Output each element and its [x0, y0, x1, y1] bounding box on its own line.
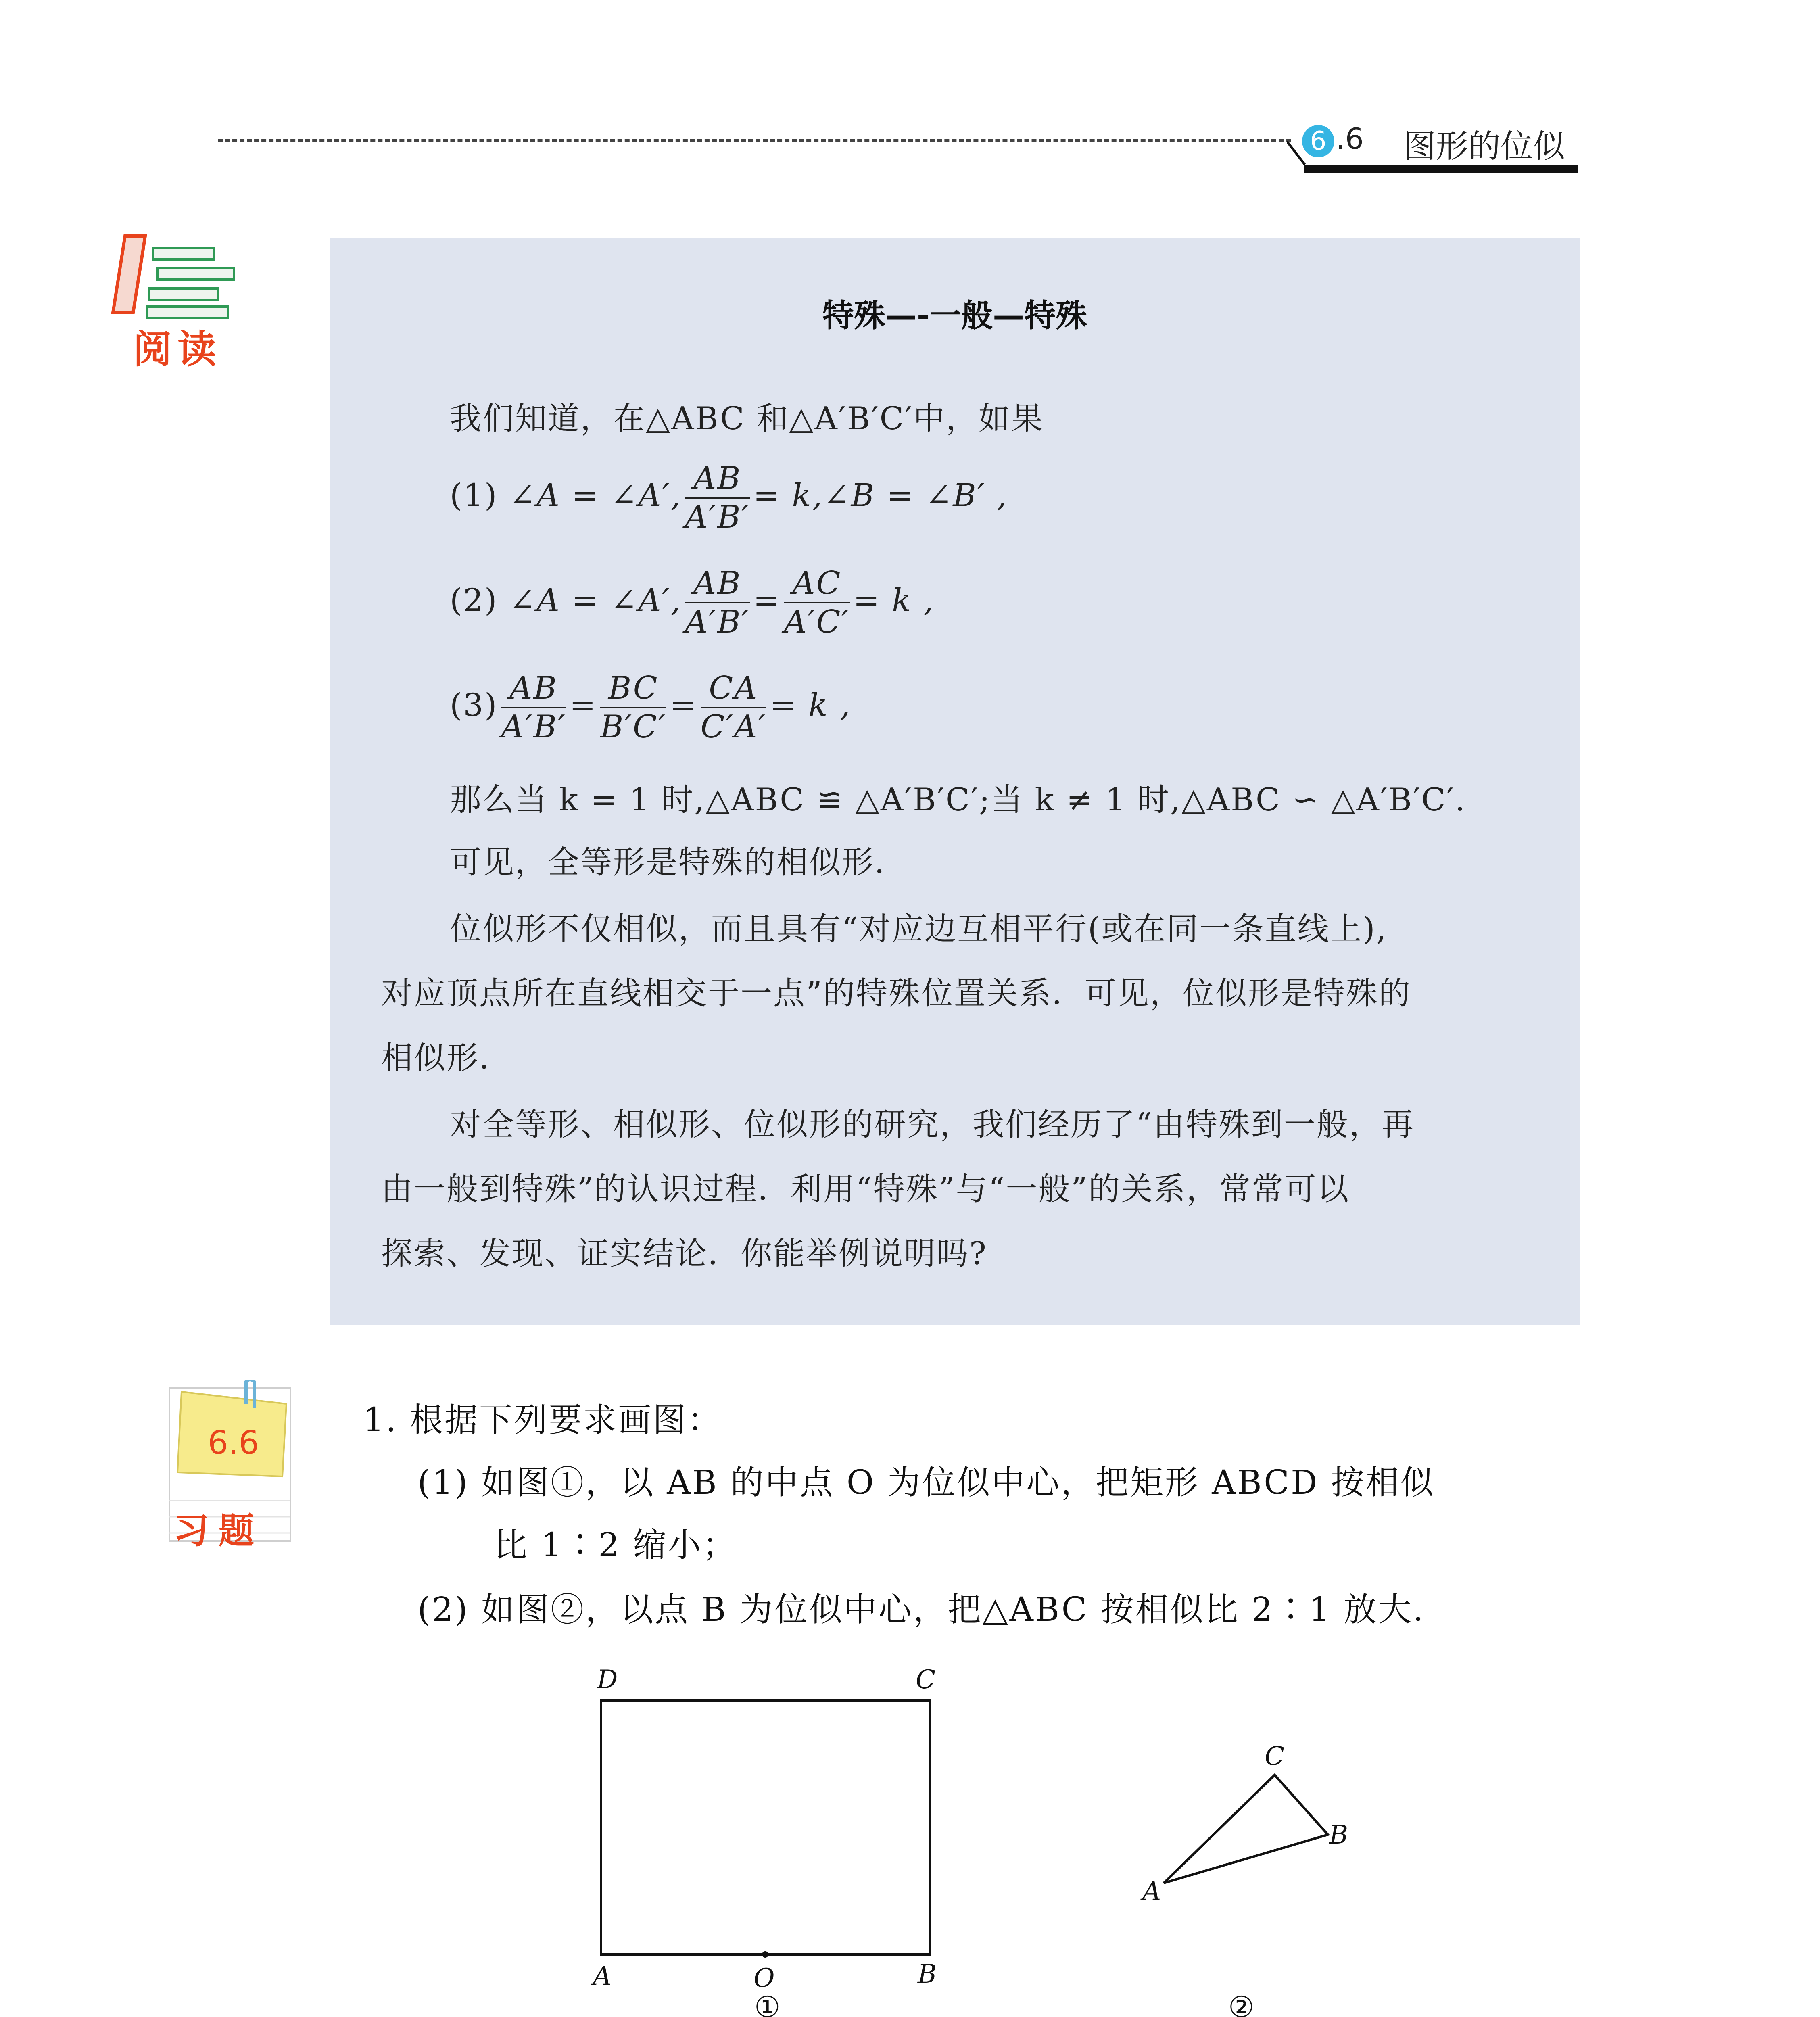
label-a-2: A: [1142, 1877, 1161, 1906]
question-1-part-1-line-2: 比 1∶2 缩小；: [494, 1526, 737, 1564]
exercise-label: 习题: [173, 1510, 264, 1551]
reading-label: 阅读: [133, 327, 222, 372]
figures: [565, 1654, 1371, 2017]
label-d: D: [597, 1665, 618, 1695]
condition-3-rest: = k ,: [770, 687, 852, 724]
section-number-circle: 6: [1302, 125, 1334, 157]
condition-2-prefix: (2): [450, 582, 498, 619]
rectangle-abcd: [601, 1700, 930, 1954]
fraction: $\frac{BC}{B'C'}$: [600, 670, 667, 745]
reading-title: 特殊—-一般—特殊: [822, 298, 1087, 334]
question-1: 1. 根据下列要求画图：: [363, 1401, 722, 1439]
section-title: 图形的位似: [1404, 127, 1565, 165]
condition-1-rest: = k,∠B = ∠B′ ,: [753, 477, 1008, 514]
condition-3-prefix: (3): [450, 687, 498, 724]
reading-paragraph-2-line-3: 相似形．: [381, 1040, 512, 1076]
label-b: B: [918, 1959, 937, 1989]
triangle-abc: [1164, 1775, 1328, 1883]
question-1-part-2: (2) 如图②，以点 B 为位似中心，把△ABC 按相似比 2∶1 放大．: [417, 1591, 1448, 1629]
reading-conclusion: 那么当 k = 1 时,△ABC ≌ △A′B′C′;当 k ≠ 1 时,△ABC ∽ △A′B′C′.: [450, 782, 1466, 818]
reading-paragraph-1: 可见，全等形是特殊的相似形．: [450, 844, 908, 881]
label-b-2: B: [1329, 1820, 1348, 1850]
condition-1-angle: ∠A = ∠A′,: [509, 477, 682, 514]
condition-2-angle: ∠A = ∠A′,: [509, 582, 682, 619]
condition-1-prefix: (1): [450, 477, 498, 514]
label-c-2: C: [1265, 1741, 1284, 1771]
label-c: C: [916, 1665, 935, 1695]
condition-2-rest: = k ,: [853, 582, 935, 619]
reading-paragraph-3-line-2: 由一般到特殊”的认识过程．利用“特殊”与“一般”的关系，常常可以: [381, 1171, 1350, 1207]
condition-3: (3) $\frac{AB}{A'B'}$ = $\frac{BC}{B'C'}$ = $\frac{CA}{C'A'}$ = k ,: [450, 670, 852, 745]
fraction: $\frac{AB}{A'B'}$: [501, 670, 566, 745]
header-dashed-rule: [218, 139, 1291, 142]
figure-2-number: ②: [1228, 1990, 1254, 2017]
reading-paragraph-2-line-2: 对应顶点所在直线相交于一点”的特殊位置关系．可见，位似形是特殊的: [381, 975, 1411, 1012]
exercise-number: 6.6: [208, 1424, 259, 1462]
point-o: [762, 1951, 768, 1958]
reading-paragraph-3-line-3: 探索、发现、证实结论．你能举例说明吗?: [381, 1236, 987, 1272]
reading-paragraph-2-line-1: 位似形不仅相似，而且具有“对应边互相平行(或在同一条直线上),: [450, 911, 1388, 947]
label-a: A: [593, 1961, 612, 1991]
section-number-rest: .6: [1336, 122, 1364, 156]
figure-1-number: ①: [754, 1990, 781, 2017]
reading-intro: 我们知道，在△ABC 和△A′B′C′中，如果: [450, 401, 1044, 437]
fraction: $\frac{AC}{A'C'}$: [784, 565, 850, 640]
label-o: O: [753, 1963, 775, 1993]
fraction: $\frac{AB}{A'B'}$: [685, 565, 750, 640]
reading-paragraph-3-line-1: 对全等形、相似形、位似形的研究，我们经历了“由特殊到一般，再: [450, 1107, 1415, 1143]
condition-1: [450, 460, 1008, 536]
condition-2: (2) ∠A = ∠A′, $\frac{AB}{A'B'}$ = $\frac{AC}{A'C'}$ = k ,: [450, 565, 935, 640]
books-icon: [109, 232, 242, 325]
fraction: $\frac{AB}{A'B'}$: [685, 460, 750, 535]
fraction: $\frac{CA}{C'A'}$: [700, 670, 767, 745]
question-1-part-1-line-1: (1) 如图①，以 AB 的中点 O 为位似中心，把矩形 ABCD 按相似: [417, 1464, 1435, 1502]
